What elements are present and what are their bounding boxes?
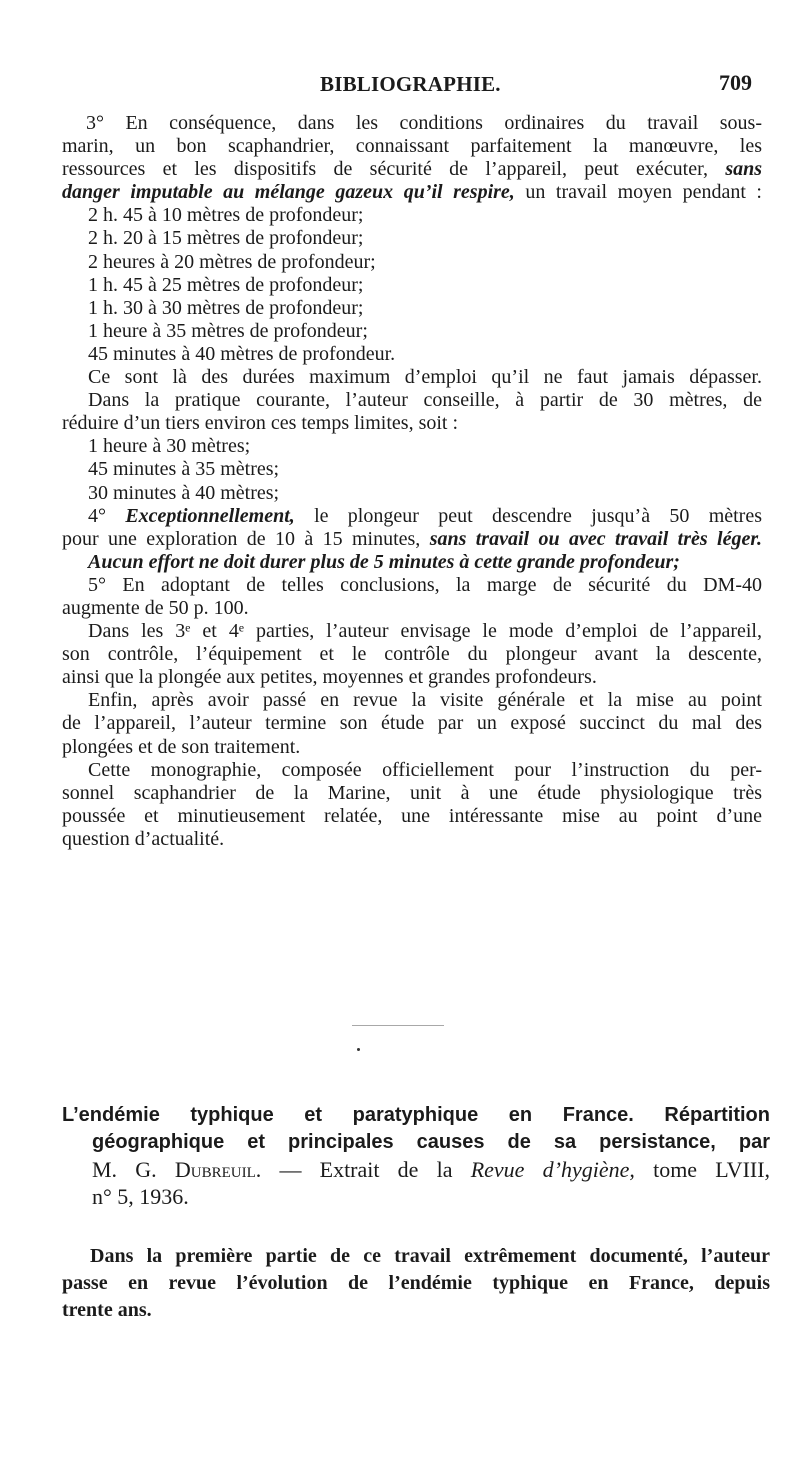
depth-item: 1 h. 30 à 30 mètres de profondeur; — [88, 296, 364, 319]
review-journal: Revue d’hygiène, — [470, 1157, 635, 1182]
text-line: Enfin, après avoir passé en revue la visite générale et la mise au point — [88, 689, 762, 712]
text-line: augmente de 50 p. 100. — [62, 596, 249, 619]
text-line: 3° En conséquence, dans les conditions ordinaires du travail sous- — [86, 112, 762, 134]
text-line: Aucun effort ne doit durer plus de 5 minutes à cette grande profondeur; — [88, 550, 680, 573]
text-line: passe en revue l’évolution de l’endémie typhique en France, depuis — [62, 1272, 770, 1294]
section-divider — [352, 1025, 444, 1026]
depth-item: 2 h. 20 à 15 mètres de profondeur; — [88, 227, 364, 250]
text-line: 4° Exceptionnellement, le plongeur peut descendre jusqu’à 50 mètres — [88, 504, 762, 527]
divider-dot — [357, 1048, 360, 1051]
main-text — [62, 112, 762, 851]
depth-item: 45 minutes à 40 mètres de profondeur. — [88, 342, 396, 365]
text-line: poussée et minutieusement relatée, une intéressante mise au point d’une — [62, 804, 762, 827]
depth-item: 1 h. 45 à 25 mètres de profondeur; — [88, 273, 364, 296]
text-line: trente ans. — [62, 1299, 152, 1321]
review-citation-line: M. G. Dubreuil. — Extrait de la Revue d’hygiène, tome LVIII, — [92, 1157, 770, 1182]
review-citation-line: n° 5, 1936. — [92, 1184, 189, 1209]
page-number: 709 — [719, 70, 752, 95]
text-line: pour une exploration de 10 à 15 minutes, sans travail ou avec travail très léger. — [62, 527, 762, 550]
short-item: 30 minutes à 40 mètres; — [88, 481, 280, 504]
review-heading — [62, 1102, 770, 1210]
review-body — [62, 1243, 770, 1324]
text-line: marin, un bon scaphandrier, connaissant parfaitement la manœuvre, les — [62, 135, 762, 158]
page-header — [62, 70, 758, 100]
review-title-line: géographique et principales causes de sa persistance, par — [92, 1131, 770, 1153]
short-item: 1 heure à 30 mètres; — [88, 435, 251, 458]
text-line: Dans les 3ᵉ et 4ᵉ parties, l’auteur envisage le mode d’emploi de l’appareil, — [88, 620, 762, 643]
text-line: sonnel scaphandrier de la Marine, unit à une étude physiologique très — [62, 781, 762, 804]
depth-item: 1 heure à 35 mètres de profondeur; — [88, 319, 368, 342]
review-author: Dubreuil. — [174, 1157, 262, 1182]
text-line: ainsi que la plongée aux petites, moyennes et grandes profondeurs. — [62, 666, 597, 689]
review-title-line: L’endémie typhique et paratyphique en France. Répartition — [62, 1104, 770, 1126]
depth-item: 2 h. 45 à 10 mètres de profondeur; — [88, 204, 364, 227]
text-line: réduire d’un tiers environ ces temps limites, soit : — [62, 412, 459, 435]
text-line: question d’actualité. — [62, 827, 225, 850]
text-line: plongées et de son traitement. — [62, 735, 301, 758]
text-line: Dans la première partie de ce travail extrêmement documenté, l’auteur — [90, 1245, 770, 1267]
text-line: 5° En adoptant de telles conclusions, la marge de sécurité du DM-40 — [88, 573, 762, 596]
text-line: Ce sont là des durées maximum d’emploi qu’il ne faut jamais dépasser. — [88, 366, 762, 389]
running-title: BIBLIOGRAPHIE. — [320, 72, 501, 96]
text-line: de l’appareil, l’auteur termine son étude par un exposé succinct du mal des — [62, 712, 762, 735]
text-line: danger imputable au mélange gazeux qu’il respire, un travail moyen pendant : — [62, 181, 762, 204]
depth-item: 2 heures à 20 mètres de profondeur; — [88, 250, 376, 273]
text-line: Dans la pratique courante, l’auteur conseille, à partir de 30 mètres, de — [88, 389, 762, 412]
short-item: 45 minutes à 35 mètres; — [88, 458, 280, 481]
text-line: son contrôle, l’équipement et le contrôle du plongeur avant la descente, — [62, 643, 762, 666]
text-line: Cette monographie, composée officiellement pour l’instruction du per- — [88, 758, 762, 781]
text-line: ressources et les dispositifs de sécurité de l’appareil, peut exécuter, sans — [62, 158, 762, 181]
